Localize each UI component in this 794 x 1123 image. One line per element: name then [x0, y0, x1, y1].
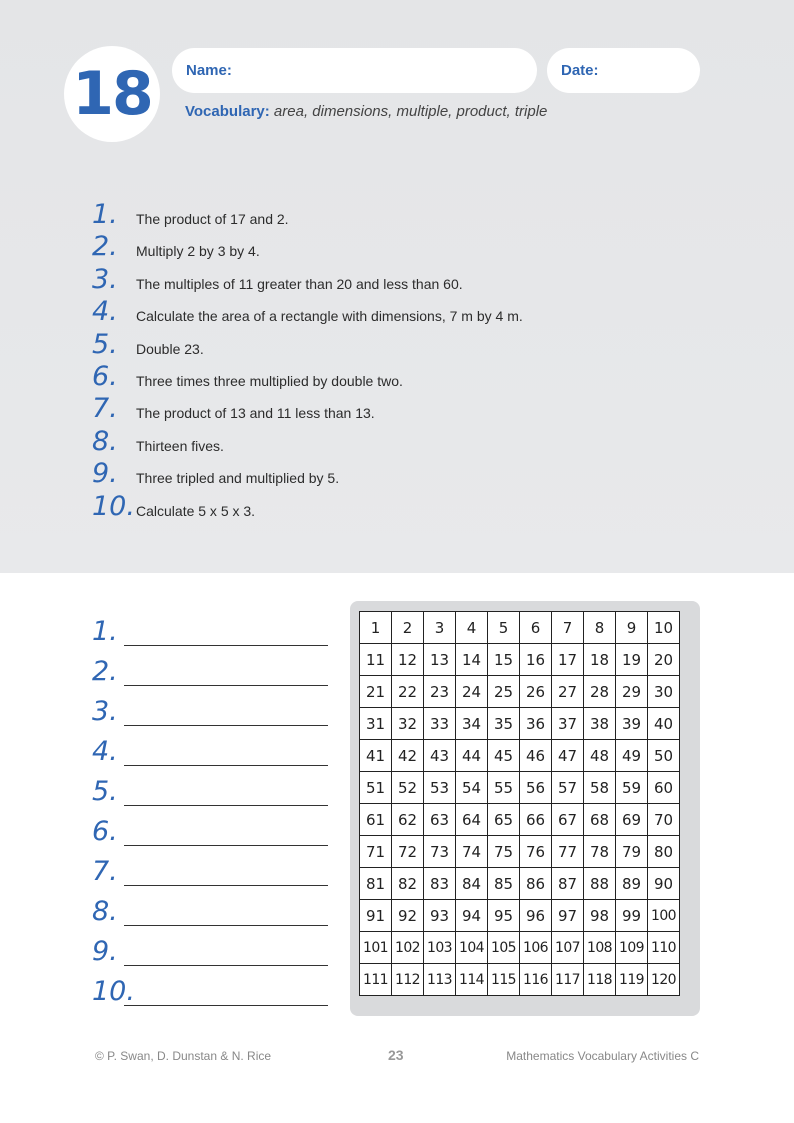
grid-cell: 14 — [456, 644, 488, 676]
grid-cell: 87 — [552, 868, 584, 900]
grid-cell: 76 — [520, 836, 552, 868]
grid-cell: 68 — [584, 804, 616, 836]
grid-cell: 115 — [488, 964, 520, 996]
grid-cell: 60 — [648, 772, 680, 804]
question-text: Calculate the area of a rectangle with dimensions, 7 m by 4 m. — [136, 308, 523, 325]
question-item — [92, 265, 692, 295]
grid-cell: 48 — [584, 740, 616, 772]
grid-cell: 27 — [552, 676, 584, 708]
grid-cell: 102 — [392, 932, 424, 964]
grid-cell: 54 — [456, 772, 488, 804]
answer-line[interactable] — [124, 645, 328, 646]
grid-cell: 86 — [520, 868, 552, 900]
grid-cell: 52 — [392, 772, 424, 804]
answer-line[interactable] — [124, 845, 328, 846]
grid-cell: 110 — [648, 932, 680, 964]
grid-cell: 59 — [616, 772, 648, 804]
grid-cell: 84 — [456, 868, 488, 900]
grid-cell: 89 — [616, 868, 648, 900]
answer-line[interactable] — [124, 685, 328, 686]
grid-cell: 118 — [584, 964, 616, 996]
question-item — [92, 459, 692, 489]
grid-cell: 116 — [520, 964, 552, 996]
question-text: The product of 17 and 2. — [136, 211, 289, 227]
answer-row — [92, 894, 332, 934]
grid-cell: 55 — [488, 772, 520, 804]
grid-cell: 5 — [488, 612, 520, 644]
answer-row — [92, 614, 332, 654]
grid-cell: 8 — [584, 612, 616, 644]
answer-line[interactable] — [124, 885, 328, 886]
grid-row — [360, 644, 680, 676]
footer-copyright: © P. Swan, D. Dunstan & N. Rice — [95, 1049, 272, 1063]
question-text: Calculate 5 x 5 x 3. — [136, 502, 256, 519]
grid-cell: 97 — [552, 900, 584, 932]
grid-cell: 66 — [520, 804, 552, 836]
grid-cell: 53 — [424, 772, 456, 804]
answer-line[interactable] — [124, 965, 328, 966]
answer-line[interactable] — [124, 1005, 328, 1006]
question-item — [92, 394, 692, 424]
grid-cell: 85 — [488, 868, 520, 900]
question-number: 5. — [92, 328, 118, 360]
grid-cell: 104 — [456, 932, 488, 964]
grid-cell: 106 — [520, 932, 552, 964]
answer-number: 10. — [92, 976, 135, 1007]
grid-cell: 50 — [648, 740, 680, 772]
answer-row — [92, 934, 332, 974]
grid-cell: 105 — [488, 932, 520, 964]
grid-cell: 21 — [360, 676, 392, 708]
grid-cell: 107 — [552, 932, 584, 964]
grid-cell: 108 — [584, 932, 616, 964]
grid-cell: 101 — [360, 932, 392, 964]
grid-cell: 120 — [648, 964, 680, 996]
grid-row — [360, 612, 680, 644]
grid-row — [360, 740, 680, 772]
answer-row — [92, 814, 332, 854]
grid-cell: 96 — [520, 900, 552, 932]
grid-cell: 10 — [648, 612, 680, 644]
grid-cell: 25 — [488, 676, 520, 708]
grid-cell: 41 — [360, 740, 392, 772]
grid-row — [360, 772, 680, 804]
grid-cell: 39 — [616, 708, 648, 740]
grid-cell: 40 — [648, 708, 680, 740]
grid-cell: 100 — [648, 900, 680, 932]
question-item — [92, 492, 692, 522]
grid-cell: 71 — [360, 836, 392, 868]
grid-cell: 70 — [648, 804, 680, 836]
grid-cell: 93 — [424, 900, 456, 932]
grid-cell: 92 — [392, 900, 424, 932]
grid-cell: 43 — [424, 740, 456, 772]
grid-cell: 56 — [520, 772, 552, 804]
vocabulary-words: area, dimensions, multiple, product, triple — [273, 103, 548, 120]
grid-cell: 9 — [616, 612, 648, 644]
grid-cell: 78 — [584, 836, 616, 868]
grid-cell: 94 — [456, 900, 488, 932]
grid-cell: 80 — [648, 836, 680, 868]
grid-cell: 17 — [552, 644, 584, 676]
grid-cell: 117 — [552, 964, 584, 996]
grid-cell: 72 — [392, 836, 424, 868]
answer-row — [92, 694, 332, 734]
grid-cell: 99 — [616, 900, 648, 932]
grid-cell: 16 — [520, 644, 552, 676]
grid-cell: 32 — [392, 708, 424, 740]
grid-cell: 75 — [488, 836, 520, 868]
grid-cell: 24 — [456, 676, 488, 708]
grid-cell: 57 — [552, 772, 584, 804]
grid-cell: 64 — [456, 804, 488, 836]
question-number: 1. — [92, 199, 118, 230]
grid-cell: 91 — [360, 900, 392, 932]
grid-cell: 6 — [520, 612, 552, 644]
grid-cell: 35 — [488, 708, 520, 740]
grid-cell: 44 — [456, 740, 488, 772]
grid-cell: 7 — [552, 612, 584, 644]
answer-line[interactable] — [124, 925, 328, 926]
page-number: 23 — [388, 1047, 404, 1063]
question-item — [92, 297, 692, 327]
name-label: Name: — [186, 62, 232, 79]
grid-cell: 67 — [552, 804, 584, 836]
grid-cell: 103 — [424, 932, 456, 964]
grid-cell: 1 — [360, 612, 392, 644]
grid-cell: 83 — [424, 868, 456, 900]
activity-number: 18 — [72, 59, 152, 129]
grid-cell: 79 — [616, 836, 648, 868]
grid-row — [360, 676, 680, 708]
grid-cell: 29 — [616, 676, 648, 708]
grid-cell: 2 — [392, 612, 424, 644]
grid-cell: 46 — [520, 740, 552, 772]
answer-line[interactable] — [124, 805, 328, 806]
question-text: Thirteen fives. — [136, 437, 224, 454]
answer-number: 2. — [92, 656, 118, 687]
grid-cell: 114 — [456, 964, 488, 996]
grid-row — [360, 804, 680, 836]
grid-cell: 4 — [456, 612, 488, 644]
question-text: The product of 13 and 11 less than 13. — [136, 405, 375, 422]
vocabulary-label: Vocabulary: — [185, 103, 270, 120]
grid-cell: 113 — [424, 964, 456, 996]
footer-book-title: Mathematics Vocabulary Activities C — [506, 1049, 699, 1063]
question-item — [92, 232, 692, 262]
grid-cell: 95 — [488, 900, 520, 932]
answer-row — [92, 734, 332, 774]
question-number: 9. — [92, 458, 118, 490]
number-grid-panel — [350, 601, 700, 1016]
grid-cell: 69 — [616, 804, 648, 836]
question-item — [92, 362, 692, 392]
question-number: 10. — [92, 490, 135, 522]
grid-cell: 15 — [488, 644, 520, 676]
answer-number: 3. — [92, 696, 118, 727]
answer-line[interactable] — [124, 725, 328, 726]
grid-cell: 13 — [424, 644, 456, 676]
grid-cell: 88 — [584, 868, 616, 900]
question-number: 6. — [92, 361, 118, 392]
grid-row — [360, 868, 680, 900]
answer-number: 1. — [92, 616, 118, 647]
grid-cell: 81 — [360, 868, 392, 900]
grid-cell: 74 — [456, 836, 488, 868]
answer-row — [92, 854, 332, 894]
grid-cell: 26 — [520, 676, 552, 708]
grid-cell: 77 — [552, 836, 584, 868]
grid-cell: 30 — [648, 676, 680, 708]
grid-cell: 73 — [424, 836, 456, 868]
question-number: 8. — [92, 425, 118, 457]
answer-row — [92, 774, 332, 814]
grid-cell: 34 — [456, 708, 488, 740]
grid-cell: 38 — [584, 708, 616, 740]
question-text: Three times three multiplied by double two. — [136, 373, 403, 389]
question-item — [92, 330, 692, 360]
grid-cell: 98 — [584, 900, 616, 932]
grid-cell: 82 — [392, 868, 424, 900]
answer-row — [92, 654, 332, 694]
answer-number: 5. — [92, 776, 118, 807]
grid-cell: 47 — [552, 740, 584, 772]
grid-cell: 42 — [392, 740, 424, 772]
question-number: 2. — [92, 231, 118, 263]
grid-cell: 37 — [552, 708, 584, 740]
answer-number: 4. — [92, 736, 118, 767]
answer-row — [92, 974, 332, 1014]
question-text: Three tripled and multiplied by 5. — [136, 470, 340, 487]
number-grid — [359, 611, 680, 996]
answer-line[interactable] — [124, 765, 328, 766]
question-number: 7. — [92, 393, 118, 425]
activity-number-badge — [64, 46, 160, 142]
grid-cell: 111 — [360, 964, 392, 996]
grid-row — [360, 964, 680, 996]
grid-cell: 119 — [616, 964, 648, 996]
grid-cell: 112 — [392, 964, 424, 996]
grid-cell: 62 — [392, 804, 424, 836]
vocabulary-line — [185, 103, 547, 120]
grid-cell: 22 — [392, 676, 424, 708]
grid-cell: 51 — [360, 772, 392, 804]
grid-cell: 12 — [392, 644, 424, 676]
name-field[interactable] — [172, 48, 537, 93]
question-text: Double 23. — [136, 340, 204, 357]
grid-cell: 63 — [424, 804, 456, 836]
answer-number: 6. — [92, 816, 118, 847]
grid-cell: 90 — [648, 868, 680, 900]
grid-cell: 20 — [648, 644, 680, 676]
question-text: Multiply 2 by 3 by 4. — [136, 243, 260, 260]
question-item — [92, 427, 692, 457]
grid-cell: 45 — [488, 740, 520, 772]
grid-cell: 36 — [520, 708, 552, 740]
grid-row — [360, 932, 680, 964]
grid-cell: 23 — [424, 676, 456, 708]
grid-row — [360, 900, 680, 932]
grid-cell: 65 — [488, 804, 520, 836]
date-field[interactable] — [547, 48, 700, 93]
grid-cell: 61 — [360, 804, 392, 836]
grid-cell: 11 — [360, 644, 392, 676]
question-item — [92, 200, 692, 230]
answer-number: 7. — [92, 856, 118, 887]
answer-number: 8. — [92, 896, 118, 927]
grid-row — [360, 836, 680, 868]
question-number: 4. — [92, 296, 118, 328]
grid-cell: 58 — [584, 772, 616, 804]
question-number: 3. — [92, 263, 118, 295]
grid-cell: 3 — [424, 612, 456, 644]
grid-row — [360, 708, 680, 740]
grid-cell: 19 — [616, 644, 648, 676]
grid-cell: 31 — [360, 708, 392, 740]
grid-cell: 28 — [584, 676, 616, 708]
grid-cell: 109 — [616, 932, 648, 964]
grid-cell: 33 — [424, 708, 456, 740]
grid-cell: 49 — [616, 740, 648, 772]
question-text: The multiples of 11 greater than 20 and less than 60. — [136, 275, 463, 292]
date-label: Date: — [561, 62, 599, 79]
grid-cell: 18 — [584, 644, 616, 676]
answer-number: 9. — [92, 936, 118, 967]
